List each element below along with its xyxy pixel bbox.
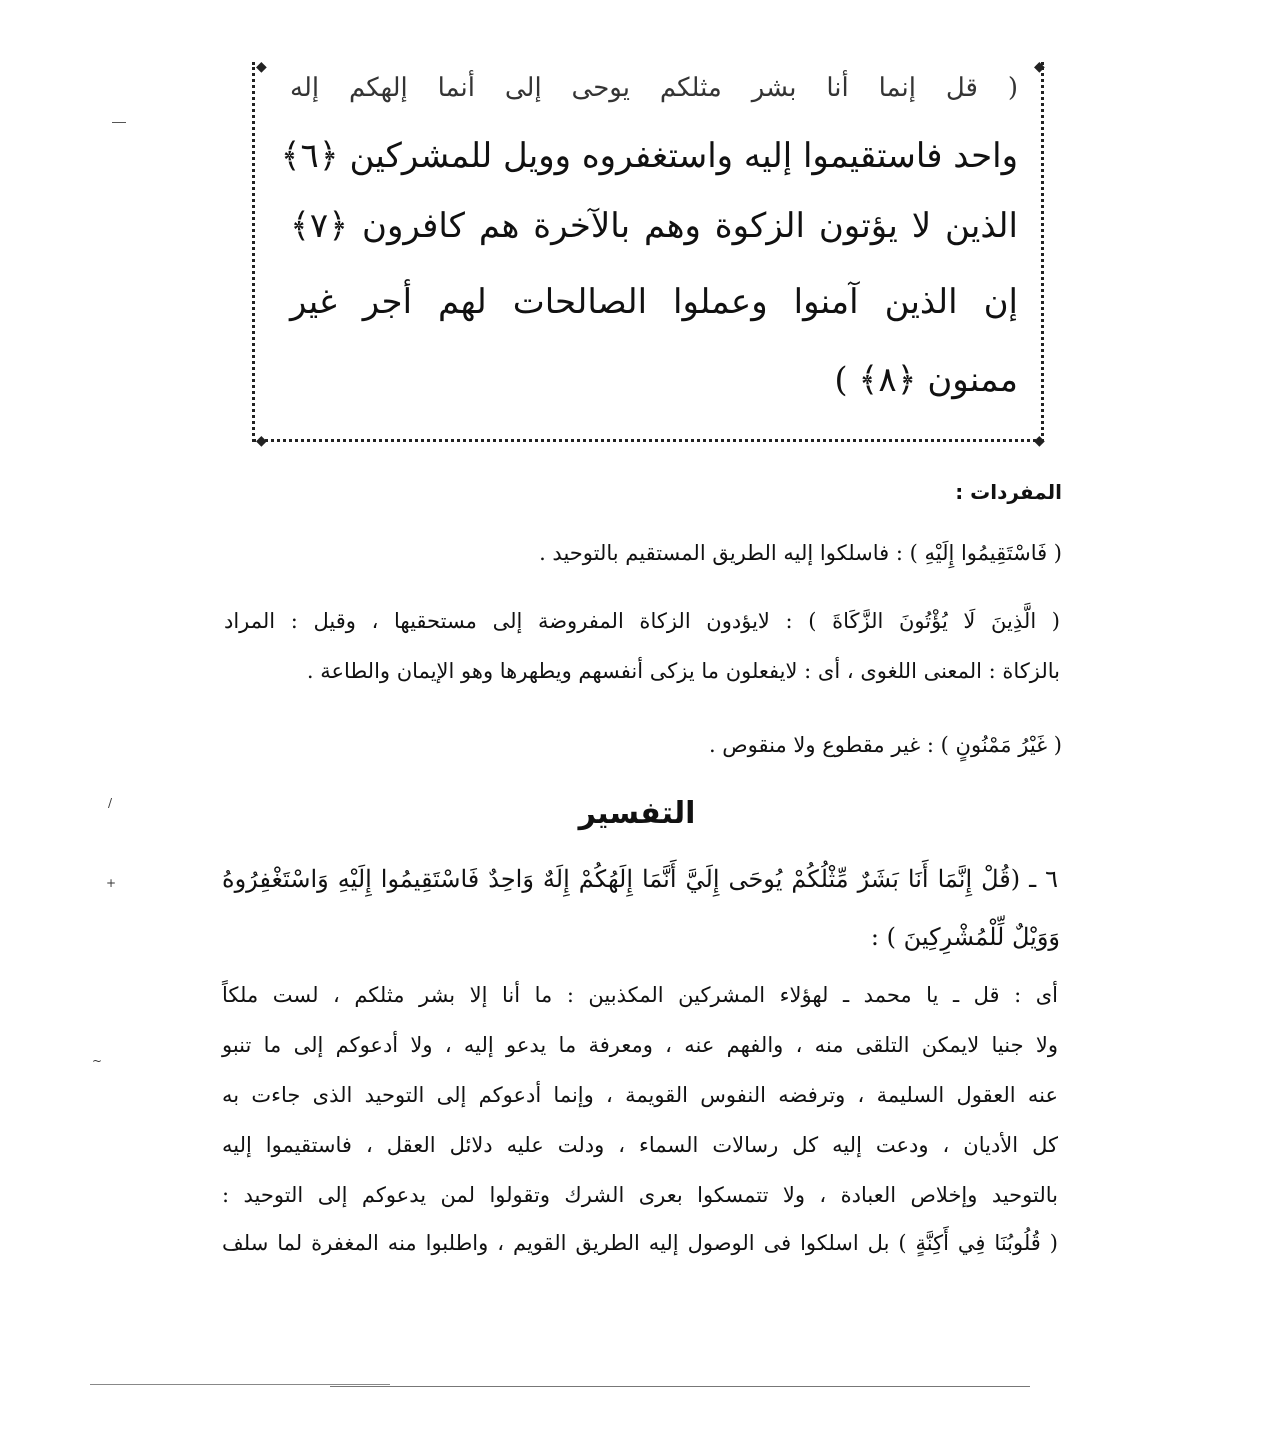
tafsir-verse-line: ٦ ـ (قُلْ إِنَّمَا أَنَا بَشَرٌ مِّثْلُكُمْ يُوحَى إِلَيَّ أَنَّمَا إِلَهُكُمْ إِلَهٌ وَاحِدٌ فَاسْتَقِيمُوا إِلَيْهِ وَاسْتَغْفِرُوهُ xyxy=(222,865,1058,893)
frame-corner-ornament: ◆ xyxy=(256,59,267,75)
vocabulary-entry: بالزكاة : المعنى اللغوى ، أى : لايفعلون ما يزكى أنفسهم ويطهرها وهو الإيمان والطاعة . xyxy=(306,659,1060,683)
tafsir-body-line: ( قُلُوبُنَا فِي أَكِنَّةٍ ) بل اسلكوا فى الوصول إليه الطريق القويم ، واطلبوا منه المغفرة لما سلف xyxy=(222,1231,1058,1255)
quran-verse-line: ( قل إنما أنا بشر مثلكم يوحى إلى أنما إلهكم إله xyxy=(290,73,1018,103)
tafsir-verse-line: وَوَيْلٌ لِّلْمُشْرِكِينَ ) : xyxy=(870,923,1060,951)
scan-artifact: + xyxy=(106,876,117,890)
tafsir-body-line: عنه العقول السليمة ، وترفضه النفوس القويمة ، وإنما أدعوكم إلى التوحيد الذى جاءت به xyxy=(222,1083,1058,1107)
quran-verse-line: الذين لا يؤتون الزكوة وهم بالآخرة هم كافرون ﴿٧﴾ xyxy=(290,206,1018,246)
scan-artifact xyxy=(112,122,126,123)
quran-verse-line: واحد فاستقيموا إليه واستغفروه وويل للمشركين ﴿٦﴾ xyxy=(280,136,1018,176)
frame-corner-ornament: ◆ xyxy=(1034,433,1045,449)
vocabulary-heading: المفردات : xyxy=(955,480,1062,504)
scan-artifact: ~ xyxy=(92,1054,103,1068)
vocabulary-entry: ( الَّذِينَ لَا يُؤْتُونَ الزَّكَاةَ ) : لايؤدون الزكاة المفروضة إلى مستحقيها ، وقيل : المراد xyxy=(224,609,1060,633)
scan-artifact xyxy=(90,1384,390,1385)
vocabulary-entry: ( غَيْرُ مَمْنُونٍ ) : غير مقطوع ولا منقوص . xyxy=(708,733,1062,757)
quran-verse-line: ممنون ﴿٨﴾ ) xyxy=(834,360,1018,400)
scan-artifact xyxy=(330,1386,1030,1387)
tafsir-body-line: أى : قل ـ يا محمد ـ لهؤلاء المشركين المكذبين : ما أنا إلا بشر مثلكم ، لست ملكاً xyxy=(222,983,1058,1007)
quran-verse-line: إن الذين آمنوا وعملوا الصالحات لهم أجر غير xyxy=(290,282,1018,322)
tafsir-heading: التفسير xyxy=(578,796,696,831)
tafsir-body-line: ولا جنيا لايمكن التلقى منه ، والفهم عنه ، ومعرفة ما يدعو إليه ، ولا أدعوكم إلى ما تنبو xyxy=(222,1033,1058,1057)
tafsir-body-line: بالتوحيد وإخلاص العبادة ، ولا تتمسكوا بعرى الشرك وتقولوا لمن يدعوكم إلى التوحيد : xyxy=(222,1183,1058,1207)
tafsir-body-line: كل الأديان ، ودعت إليه كل رسالات السماء ، ودلت عليه دلائل العقل ، فاستقيموا إليه xyxy=(222,1133,1058,1157)
frame-corner-ornament: ◆ xyxy=(256,433,267,449)
scan-artifact: / xyxy=(108,796,113,810)
vocabulary-entry: ( فَاسْتَقِيمُوا إِلَيْهِ ) : فاسلكوا إليه الطريق المستقيم بالتوحيد . xyxy=(539,541,1062,565)
frame-corner-ornament: ◆ xyxy=(1034,59,1045,75)
